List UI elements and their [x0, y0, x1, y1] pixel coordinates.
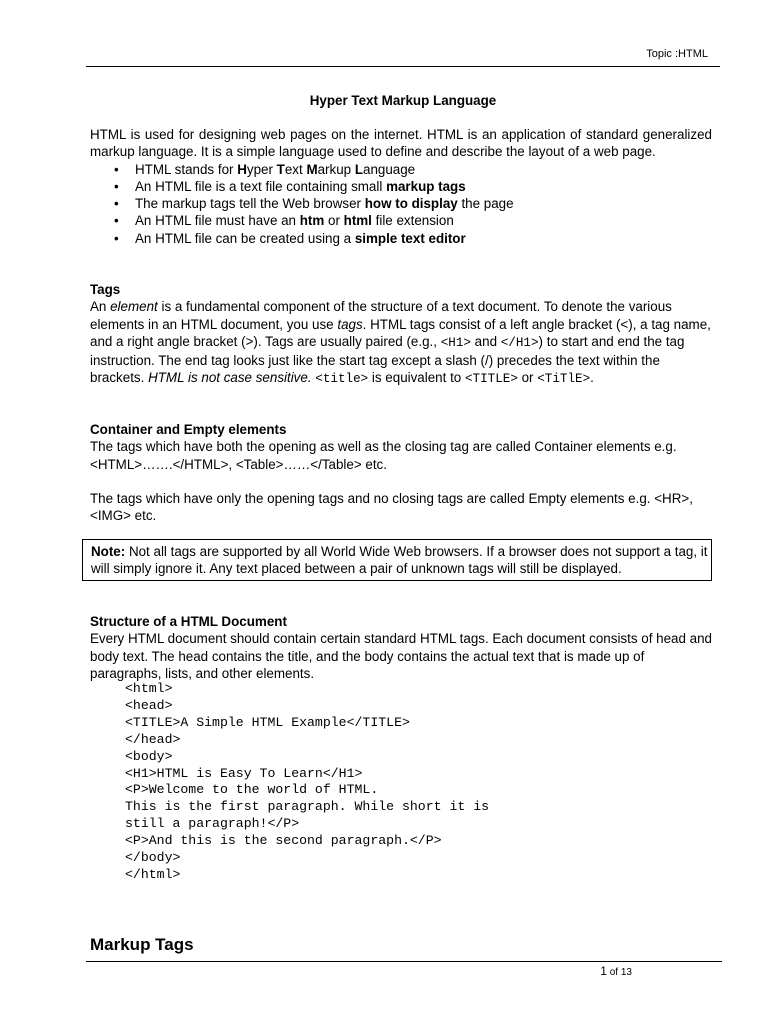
header-topic: Topic :HTML — [646, 48, 708, 60]
container-heading: Container and Empty elements — [90, 422, 287, 437]
tags-heading: Tags — [90, 282, 121, 297]
intro-paragraph: HTML is used for designing web pages on the internet. HTML is an application of standard generalized markup language. It is a simple language used to define and describe the layout of a web page. — [90, 127, 712, 160]
structure-paragraph: Every HTML document should contain certain standard HTML tags. Each document consists of head and body text. The head contains the title, and the body contains the actual text that is made up of paragraphs, lists, and other elements. — [90, 631, 712, 681]
header-rule — [86, 66, 720, 67]
code-line: <H1>HTML is Easy To Learn</H1> — [125, 765, 363, 781]
container-paragraph: The tags which have both the opening as well as the closing tag are called Container elements e.g. <HTML>…….</HTML>, <Table>……</Table> etc. — [90, 439, 677, 472]
document-title: Hyper Text Markup Language — [309, 93, 497, 108]
container-section — [90, 421, 712, 524]
bullet-item: • An HTML file must have an htm or html file extension — [114, 213, 454, 229]
code-line: </html> — [125, 866, 181, 882]
bullet-item: • The markup tags tell the Web browser how to display the page — [114, 196, 514, 212]
bullet-icon: • — [114, 230, 119, 246]
bullet-icon: • — [114, 178, 119, 194]
empty-paragraph: The tags which have only the opening tags and no closing tags are called Empty elements e.g. <HR>, <IMG> etc. — [90, 490, 693, 524]
tags-section — [90, 281, 712, 389]
code-line: </body> — [125, 850, 181, 866]
markup-tags-heading: Markup Tags — [90, 935, 194, 954]
code-line: <TITLE>A Simple HTML Example</TITLE> — [125, 714, 410, 730]
code-line: <html> — [125, 681, 173, 696]
code-line: <head> — [125, 697, 173, 713]
feature-bullet-list — [90, 161, 712, 247]
note-box — [82, 539, 712, 581]
bullet-item: • An HTML file is a text file containing small markup tags — [114, 178, 466, 194]
code-line: This is the first paragraph. While short it is — [125, 799, 490, 815]
html-code-example — [125, 681, 489, 884]
tags-paragraph: An element is a fundamental component of the structure of a text document. To denote the various elements in an HTML document, you use tags. HTML tags consist of a left angle bracket (<), a tag name, and a right angle bracket (>). Tags are usually paired (e.g., <H1> and </H1>) to start and end the tag instruction. The end tag looks just like the start tag except a slash (/) precedes the text within the brackets. HTML is not case sensitive. <title> is equivalent to <TITLE> or <TiTlE>. — [90, 299, 711, 387]
code-line: <body> — [125, 748, 173, 764]
note-text: Note: Not all tags are supported by all World Wide Web browsers. If a browser does not support a tag, it will simply ignore it. Any text placed between a pair of unknown tags will still be displayed. — [91, 544, 708, 577]
intro-block — [90, 126, 712, 247]
structure-heading: Structure of a HTML Document — [90, 614, 287, 629]
code-line: <P>Welcome to the world of HTML. — [125, 782, 379, 798]
bullet-item: • An HTML file can be created using a simple text editor — [114, 230, 466, 246]
bullet-icon: • — [114, 161, 119, 177]
footer-rule — [86, 961, 722, 962]
code-line: </head> — [125, 731, 181, 747]
structure-section — [90, 613, 712, 682]
bullet-item: • HTML stands for Hyper Text Markup Language — [114, 161, 416, 177]
bullet-icon: • — [114, 213, 119, 229]
page-number: 1 of 13 — [600, 964, 632, 978]
bullet-icon: • — [114, 196, 119, 212]
code-line: <P>And this is the second paragraph.</P> — [125, 833, 442, 849]
code-line: still a paragraph!</P> — [125, 816, 300, 832]
